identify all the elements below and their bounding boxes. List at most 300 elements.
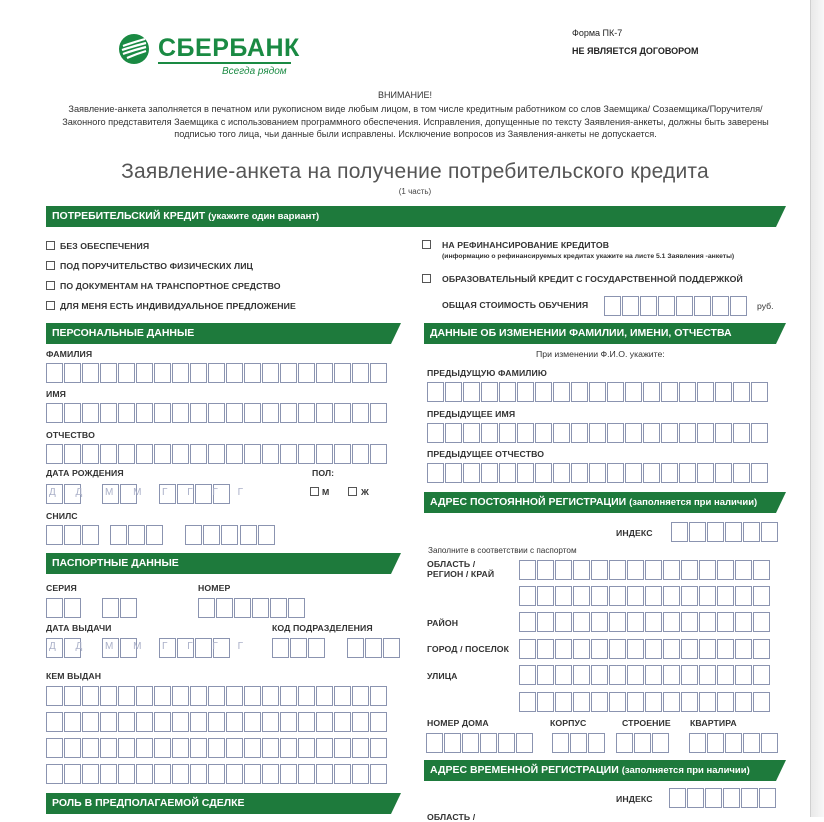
- char-cell[interactable]: [234, 598, 251, 618]
- char-cell[interactable]: [591, 612, 608, 632]
- char-cell[interactable]: [154, 363, 171, 383]
- char-cell[interactable]: [640, 296, 657, 316]
- char-cell[interactable]: [681, 692, 698, 712]
- char-cell[interactable]: [589, 463, 606, 483]
- snils-cells-4[interactable]: [240, 525, 275, 545]
- char-cell[interactable]: [751, 382, 768, 402]
- prev-patronymic-cells[interactable]: [427, 463, 768, 483]
- char-cell[interactable]: [226, 403, 243, 423]
- char-cell[interactable]: [298, 444, 315, 464]
- char-cell[interactable]: [226, 444, 243, 464]
- patronymic-cells[interactable]: [46, 444, 387, 464]
- char-cell[interactable]: [535, 423, 552, 443]
- char-cell[interactable]: [100, 738, 117, 758]
- char-cell[interactable]: [185, 525, 202, 545]
- char-cell[interactable]: [573, 560, 590, 580]
- char-cell[interactable]: [609, 560, 626, 580]
- char-cell[interactable]: [334, 363, 351, 383]
- char-cell[interactable]: [537, 612, 554, 632]
- char-cell[interactable]: [699, 560, 716, 580]
- char-cell[interactable]: [761, 733, 778, 753]
- char-cell[interactable]: [445, 423, 462, 443]
- char-cell[interactable]: [334, 686, 351, 706]
- char-cell[interactable]: [516, 733, 533, 753]
- char-cell[interactable]: [616, 733, 633, 753]
- char-cell[interactable]: [262, 712, 279, 732]
- char-cell[interactable]: [370, 712, 387, 732]
- char-cell[interactable]: [498, 733, 515, 753]
- char-cell[interactable]: [743, 522, 760, 542]
- char-cell[interactable]: [725, 733, 742, 753]
- char-cell[interactable]: [694, 296, 711, 316]
- char-cell[interactable]: [100, 403, 117, 423]
- char-cell[interactable]: [262, 444, 279, 464]
- char-cell[interactable]: [517, 382, 534, 402]
- char-cell[interactable]: [208, 444, 225, 464]
- char-cell[interactable]: [663, 665, 680, 685]
- char-cell[interactable]: [645, 560, 662, 580]
- char-cell[interactable]: [681, 612, 698, 632]
- char-cell[interactable]: [216, 598, 233, 618]
- char-cell[interactable]: [82, 525, 99, 545]
- char-cell[interactable]: [735, 612, 752, 632]
- char-cell[interactable]: [370, 444, 387, 464]
- char-cell[interactable]: [290, 638, 307, 658]
- char-cell[interactable]: [316, 764, 333, 784]
- char-cell[interactable]: [715, 423, 732, 443]
- char-cell[interactable]: [735, 586, 752, 606]
- char-cell[interactable]: [370, 738, 387, 758]
- char-cell[interactable]: [172, 444, 189, 464]
- char-cell[interactable]: [352, 444, 369, 464]
- char-cell[interactable]: [679, 423, 696, 443]
- char-cell[interactable]: [555, 560, 572, 580]
- char-cell[interactable]: [519, 692, 536, 712]
- char-cell[interactable]: [226, 738, 243, 758]
- char-cell[interactable]: [64, 686, 81, 706]
- char-cell[interactable]: [100, 444, 117, 464]
- char-cell[interactable]: [244, 363, 261, 383]
- char-cell[interactable]: [82, 686, 99, 706]
- snils-cells-2[interactable]: [110, 525, 163, 545]
- char-cell[interactable]: [743, 733, 760, 753]
- char-cell[interactable]: [751, 423, 768, 443]
- snils-cells-1[interactable]: [46, 525, 99, 545]
- char-cell[interactable]: [537, 692, 554, 712]
- char-cell[interactable]: [190, 444, 207, 464]
- char-cell[interactable]: [244, 444, 261, 464]
- char-cell[interactable]: [118, 363, 135, 383]
- char-cell[interactable]: [537, 560, 554, 580]
- char-cell[interactable]: [352, 363, 369, 383]
- char-cell[interactable]: [552, 733, 569, 753]
- char-cell[interactable]: [298, 712, 315, 732]
- char-cell[interactable]: [481, 463, 498, 483]
- char-cell[interactable]: [553, 423, 570, 443]
- char-cell[interactable]: [717, 560, 734, 580]
- char-cell[interactable]: [427, 382, 444, 402]
- char-cell[interactable]: [733, 382, 750, 402]
- prev-first-name-cells[interactable]: [427, 423, 768, 443]
- char-cell[interactable]: [308, 638, 325, 658]
- char-cell[interactable]: [661, 382, 678, 402]
- char-cell[interactable]: [334, 764, 351, 784]
- char-cell[interactable]: [46, 444, 63, 464]
- char-cell[interactable]: [625, 463, 642, 483]
- char-cell[interactable]: [203, 525, 220, 545]
- char-cell[interactable]: [555, 665, 572, 685]
- reg-structure-cells[interactable]: [616, 733, 669, 753]
- issued-by-cells-1[interactable]: [46, 686, 387, 706]
- char-cell[interactable]: [535, 382, 552, 402]
- char-cell[interactable]: [244, 712, 261, 732]
- char-cell[interactable]: [298, 403, 315, 423]
- char-cell[interactable]: [352, 403, 369, 423]
- char-cell[interactable]: [573, 586, 590, 606]
- char-cell[interactable]: [717, 639, 734, 659]
- char-cell[interactable]: [172, 686, 189, 706]
- char-cell[interactable]: [645, 692, 662, 712]
- char-cell[interactable]: [519, 560, 536, 580]
- char-cell[interactable]: [226, 764, 243, 784]
- char-cell[interactable]: [717, 612, 734, 632]
- division-code-cells-2[interactable]: [347, 638, 400, 658]
- char-cell[interactable]: [154, 444, 171, 464]
- char-cell[interactable]: [735, 665, 752, 685]
- snils-cells-3[interactable]: [185, 525, 238, 545]
- char-cell[interactable]: [262, 363, 279, 383]
- char-cell[interactable]: [46, 363, 63, 383]
- char-cell[interactable]: [352, 764, 369, 784]
- char-cell[interactable]: [347, 638, 364, 658]
- char-cell[interactable]: [118, 738, 135, 758]
- char-cell[interactable]: [280, 363, 297, 383]
- char-cell[interactable]: [262, 764, 279, 784]
- series-cells-2[interactable]: [102, 598, 137, 618]
- char-cell[interactable]: [741, 788, 758, 808]
- char-cell[interactable]: [735, 692, 752, 712]
- char-cell[interactable]: [645, 665, 662, 685]
- char-cell[interactable]: [689, 522, 706, 542]
- char-cell[interactable]: [537, 665, 554, 685]
- char-cell[interactable]: [82, 403, 99, 423]
- char-cell[interactable]: [334, 403, 351, 423]
- char-cell[interactable]: [118, 686, 135, 706]
- char-cell[interactable]: [445, 463, 462, 483]
- char-cell[interactable]: [82, 712, 99, 732]
- char-cell[interactable]: [427, 423, 444, 443]
- char-cell[interactable]: [645, 639, 662, 659]
- char-cell[interactable]: [571, 423, 588, 443]
- char-cell[interactable]: [609, 692, 626, 712]
- char-cell[interactable]: [190, 738, 207, 758]
- char-cell[interactable]: [519, 586, 536, 606]
- char-cell[interactable]: [627, 586, 644, 606]
- char-cell[interactable]: [571, 382, 588, 402]
- char-cell[interactable]: [609, 586, 626, 606]
- char-cell[interactable]: [288, 598, 305, 618]
- char-cell[interactable]: [316, 712, 333, 732]
- char-cell[interactable]: [643, 423, 660, 443]
- char-cell[interactable]: [172, 738, 189, 758]
- char-cell[interactable]: [609, 665, 626, 685]
- char-cell[interactable]: [663, 692, 680, 712]
- char-cell[interactable]: [609, 639, 626, 659]
- char-cell[interactable]: [661, 463, 678, 483]
- char-cell[interactable]: [46, 403, 63, 423]
- char-cell[interactable]: [46, 764, 63, 784]
- char-cell[interactable]: [298, 686, 315, 706]
- char-cell[interactable]: [316, 738, 333, 758]
- char-cell[interactable]: [64, 444, 81, 464]
- char-cell[interactable]: [643, 382, 660, 402]
- char-cell[interactable]: [154, 764, 171, 784]
- char-cell[interactable]: [723, 788, 740, 808]
- char-cell[interactable]: [100, 764, 117, 784]
- char-cell[interactable]: [645, 586, 662, 606]
- char-cell[interactable]: [627, 639, 644, 659]
- char-cell[interactable]: [370, 764, 387, 784]
- char-cell[interactable]: [733, 423, 750, 443]
- char-cell[interactable]: [280, 403, 297, 423]
- char-cell[interactable]: [208, 686, 225, 706]
- char-cell[interactable]: [712, 296, 729, 316]
- char-cell[interactable]: [697, 382, 714, 402]
- char-cell[interactable]: [82, 738, 99, 758]
- char-cell[interactable]: [82, 444, 99, 464]
- char-cell[interactable]: [627, 665, 644, 685]
- char-cell[interactable]: [64, 525, 81, 545]
- char-cell[interactable]: [172, 712, 189, 732]
- prev-last-name-cells[interactable]: [427, 382, 768, 402]
- char-cell[interactable]: [591, 665, 608, 685]
- char-cell[interactable]: [591, 692, 608, 712]
- reg-building-cells[interactable]: [552, 733, 605, 753]
- char-cell[interactable]: [46, 686, 63, 706]
- last-name-cells[interactable]: [46, 363, 387, 383]
- char-cell[interactable]: [118, 712, 135, 732]
- char-cell[interactable]: [272, 638, 289, 658]
- char-cell[interactable]: [190, 712, 207, 732]
- char-cell[interactable]: [553, 382, 570, 402]
- char-cell[interactable]: [136, 738, 153, 758]
- passport-number-cells[interactable]: [198, 598, 305, 618]
- char-cell[interactable]: [699, 586, 716, 606]
- char-cell[interactable]: [198, 598, 215, 618]
- char-cell[interactable]: [190, 764, 207, 784]
- char-cell[interactable]: [82, 363, 99, 383]
- char-cell[interactable]: [753, 692, 770, 712]
- char-cell[interactable]: [208, 738, 225, 758]
- char-cell[interactable]: [681, 586, 698, 606]
- char-cell[interactable]: [102, 598, 119, 618]
- char-cell[interactable]: [676, 296, 693, 316]
- checkbox-female[interactable]: [348, 487, 357, 496]
- char-cell[interactable]: [715, 463, 732, 483]
- char-cell[interactable]: [154, 712, 171, 732]
- char-cell[interactable]: [463, 463, 480, 483]
- issued-by-cells-2[interactable]: [46, 712, 387, 732]
- char-cell[interactable]: [681, 665, 698, 685]
- char-cell[interactable]: [679, 463, 696, 483]
- char-cell[interactable]: [645, 612, 662, 632]
- char-cell[interactable]: [280, 764, 297, 784]
- char-cell[interactable]: [699, 692, 716, 712]
- char-cell[interactable]: [627, 692, 644, 712]
- char-cell[interactable]: [118, 444, 135, 464]
- issued-by-cells-3[interactable]: [46, 738, 387, 758]
- char-cell[interactable]: [717, 692, 734, 712]
- char-cell[interactable]: [280, 444, 297, 464]
- char-cell[interactable]: [270, 598, 287, 618]
- char-cell[interactable]: [658, 296, 675, 316]
- char-cell[interactable]: [365, 638, 382, 658]
- char-cell[interactable]: [697, 463, 714, 483]
- char-cell[interactable]: [280, 686, 297, 706]
- char-cell[interactable]: [555, 639, 572, 659]
- char-cell[interactable]: [517, 463, 534, 483]
- char-cell[interactable]: [190, 686, 207, 706]
- char-cell[interactable]: [705, 788, 722, 808]
- char-cell[interactable]: [316, 363, 333, 383]
- char-cell[interactable]: [591, 586, 608, 606]
- char-cell[interactable]: [136, 712, 153, 732]
- char-cell[interactable]: [571, 463, 588, 483]
- char-cell[interactable]: [481, 382, 498, 402]
- char-cell[interactable]: [136, 363, 153, 383]
- char-cell[interactable]: [717, 586, 734, 606]
- char-cell[interactable]: [607, 423, 624, 443]
- char-cell[interactable]: [555, 692, 572, 712]
- char-cell[interactable]: [753, 586, 770, 606]
- char-cell[interactable]: [573, 639, 590, 659]
- reg-index-cells[interactable]: [671, 522, 778, 542]
- char-cell[interactable]: [64, 598, 81, 618]
- char-cell[interactable]: [118, 764, 135, 784]
- char-cell[interactable]: [519, 612, 536, 632]
- char-cell[interactable]: [652, 733, 669, 753]
- checkbox-refinance[interactable]: [422, 240, 431, 249]
- char-cell[interactable]: [671, 522, 688, 542]
- char-cell[interactable]: [370, 686, 387, 706]
- char-cell[interactable]: [715, 382, 732, 402]
- char-cell[interactable]: [46, 712, 63, 732]
- char-cell[interactable]: [573, 665, 590, 685]
- char-cell[interactable]: [226, 712, 243, 732]
- char-cell[interactable]: [609, 612, 626, 632]
- char-cell[interactable]: [588, 733, 605, 753]
- char-cell[interactable]: [298, 738, 315, 758]
- char-cell[interactable]: [226, 686, 243, 706]
- char-cell[interactable]: [625, 423, 642, 443]
- char-cell[interactable]: [244, 738, 261, 758]
- char-cell[interactable]: [280, 738, 297, 758]
- char-cell[interactable]: [352, 712, 369, 732]
- char-cell[interactable]: [100, 712, 117, 732]
- char-cell[interactable]: [258, 525, 275, 545]
- char-cell[interactable]: [370, 363, 387, 383]
- char-cell[interactable]: [463, 423, 480, 443]
- char-cell[interactable]: [46, 598, 63, 618]
- char-cell[interactable]: [717, 665, 734, 685]
- char-cell[interactable]: [725, 522, 742, 542]
- education-cost-cells[interactable]: [604, 296, 747, 316]
- char-cell[interactable]: [208, 712, 225, 732]
- char-cell[interactable]: [136, 403, 153, 423]
- char-cell[interactable]: [262, 403, 279, 423]
- char-cell[interactable]: [573, 612, 590, 632]
- char-cell[interactable]: [591, 560, 608, 580]
- char-cell[interactable]: [154, 686, 171, 706]
- char-cell[interactable]: [444, 733, 461, 753]
- char-cell[interactable]: [298, 363, 315, 383]
- char-cell[interactable]: [679, 382, 696, 402]
- char-cell[interactable]: [172, 764, 189, 784]
- division-code-cells-1[interactable]: [272, 638, 325, 658]
- char-cell[interactable]: [226, 363, 243, 383]
- char-cell[interactable]: [689, 733, 706, 753]
- char-cell[interactable]: [604, 296, 621, 316]
- checkbox-no-collateral[interactable]: [46, 241, 55, 250]
- char-cell[interactable]: [334, 444, 351, 464]
- char-cell[interactable]: [573, 692, 590, 712]
- reg-street-cells-2[interactable]: [519, 692, 770, 712]
- char-cell[interactable]: [208, 403, 225, 423]
- char-cell[interactable]: [555, 612, 572, 632]
- reg-street-cells-1[interactable]: [519, 665, 770, 685]
- reg-district-cells[interactable]: [519, 612, 770, 632]
- reg-city-cells[interactable]: [519, 639, 770, 659]
- char-cell[interactable]: [136, 444, 153, 464]
- char-cell[interactable]: [627, 560, 644, 580]
- char-cell[interactable]: [753, 639, 770, 659]
- char-cell[interactable]: [298, 764, 315, 784]
- checkbox-education[interactable]: [422, 274, 431, 283]
- char-cell[interactable]: [480, 733, 497, 753]
- char-cell[interactable]: [570, 733, 587, 753]
- char-cell[interactable]: [172, 403, 189, 423]
- char-cell[interactable]: [244, 686, 261, 706]
- char-cell[interactable]: [172, 363, 189, 383]
- char-cell[interactable]: [751, 463, 768, 483]
- char-cell[interactable]: [699, 665, 716, 685]
- char-cell[interactable]: [591, 639, 608, 659]
- checkbox-individual-offer[interactable]: [46, 301, 55, 310]
- char-cell[interactable]: [625, 382, 642, 402]
- char-cell[interactable]: [118, 403, 135, 423]
- char-cell[interactable]: [663, 639, 680, 659]
- char-cell[interactable]: [481, 423, 498, 443]
- char-cell[interactable]: [128, 525, 145, 545]
- reg-apartment-cells[interactable]: [689, 733, 778, 753]
- char-cell[interactable]: [427, 463, 444, 483]
- char-cell[interactable]: [735, 560, 752, 580]
- char-cell[interactable]: [64, 764, 81, 784]
- char-cell[interactable]: [190, 363, 207, 383]
- char-cell[interactable]: [208, 764, 225, 784]
- issued-by-cells-4[interactable]: [46, 764, 387, 784]
- char-cell[interactable]: [663, 560, 680, 580]
- char-cell[interactable]: [735, 639, 752, 659]
- char-cell[interactable]: [146, 525, 163, 545]
- char-cell[interactable]: [352, 738, 369, 758]
- char-cell[interactable]: [352, 686, 369, 706]
- char-cell[interactable]: [661, 423, 678, 443]
- temp-index-cells[interactable]: [669, 788, 776, 808]
- reg-house-cells[interactable]: [426, 733, 533, 753]
- char-cell[interactable]: [316, 403, 333, 423]
- char-cell[interactable]: [46, 525, 63, 545]
